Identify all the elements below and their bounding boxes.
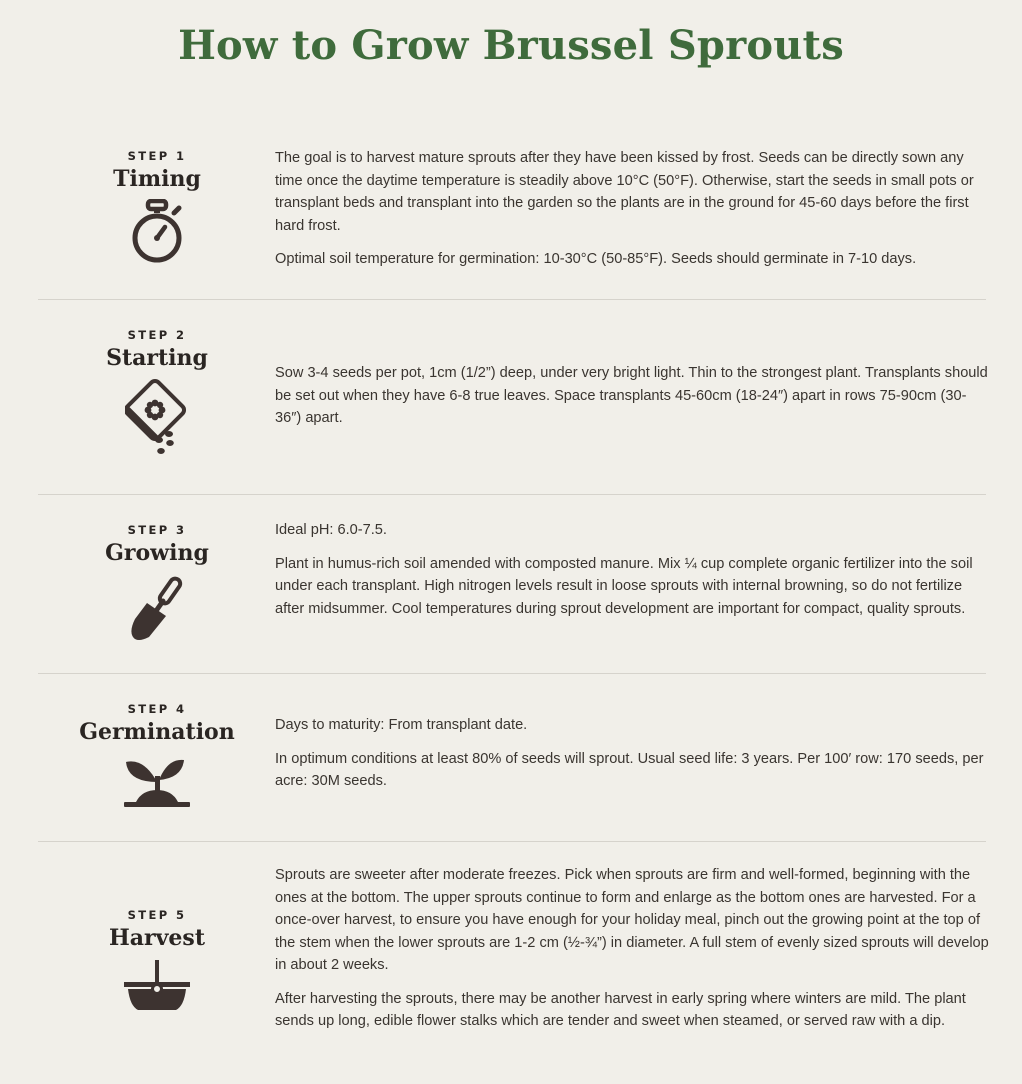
step-description [275,147,990,282]
divider [38,494,986,495]
step-paragraph: Optimal soil temperature for germination: 10-30°C (50-85°F). Seeds should germinate in 7-10 days. [275,251,917,267]
step-paragraph: Sprouts are sweeter after moderate freezes. Pick when sprouts are firm and well-formed, beginning with the ones at the bottom. The upper sprouts continue to form and enlarge as the bottom ones are harvested. For a once-over harvest, to ensure you have enough for your holiday meal, pinch out the growing point at the top of the stem when the lower sprouts are 1-2 cm (½-¾”) in diameter. A full stem of evenly sized sprouts will develop in about 2 weeks. [275,867,989,973]
step-name: Starting [106,345,208,371]
step-number: STEP 2 [127,328,187,342]
step-description [275,864,990,1044]
step-name: Growing [105,540,209,566]
step-paragraph: Plant in humus-rich soil amended with composted manure. Mix ¼ cup complete organic fertilizer into the soil under each transplant. High nitrogen levels result in loose sprouts with internal browning, so do not fertilize after midsummer. Cool temperatures during sprout development are important for compact, quality sprouts. [275,555,973,617]
step-name: Germination [79,719,235,745]
step-paragraph: Days to maturity: From transplant date. [275,717,528,733]
page-title: How to Grow Brussel Sprouts [178,22,844,69]
step-description [275,519,990,631]
step-header [38,328,276,462]
stopwatch-icon [125,199,189,265]
step-number: STEP 5 [127,908,187,922]
step-paragraph: The goal is to harvest mature sprouts after they have been kissed by frost. Seeds can be directly sown any time once the daytime temperature is steadily above 10°C (50°F). Otherwise, start the seeds in small pots or transplant beds and transplant into the garden so the plants are in the ground for 45-60 days before the first hard frost. [275,150,974,234]
step-header [38,702,276,810]
step-header [38,908,276,1016]
divider [38,299,986,300]
step-name: Timing [113,166,201,192]
step-name: Harvest [109,925,205,951]
step-paragraph: Sow 3-4 seeds per pot, 1cm (1/2”) deep, under very bright light. Thin to the strongest plant. Transplants should be set out when they have 6-8 true leaves. Space transplants 45-60cm (18-24″) apart in rows 75-90cm (30-36″) apart. [275,365,988,426]
step-description [275,362,990,441]
step-number: STEP 1 [127,149,187,163]
divider [38,673,986,674]
step-header [38,523,276,643]
basket-icon [122,958,192,1016]
step-description [275,714,990,804]
divider [38,841,986,842]
step-paragraph: In optimum conditions at least 80% of seeds will sprout. Usual seed life: 3 years. Per 100′ row: 170 seeds, per acre: 30M seeds. [275,750,984,789]
step-number: STEP 3 [127,523,187,537]
trowel-icon [125,573,189,643]
seed-packet-icon [125,378,189,462]
step-paragraph: After harvesting the sprouts, there may be another harvest in early spring where winters are mild. The plant sends up long, edible flower stalks which are tender and sweet when steamed, or served raw with a dip. [275,990,966,1029]
step-paragraph: Ideal pH: 6.0-7.5. [275,522,387,538]
seedling-icon [122,752,192,810]
step-number: STEP 4 [127,702,187,716]
step-header [38,149,276,265]
